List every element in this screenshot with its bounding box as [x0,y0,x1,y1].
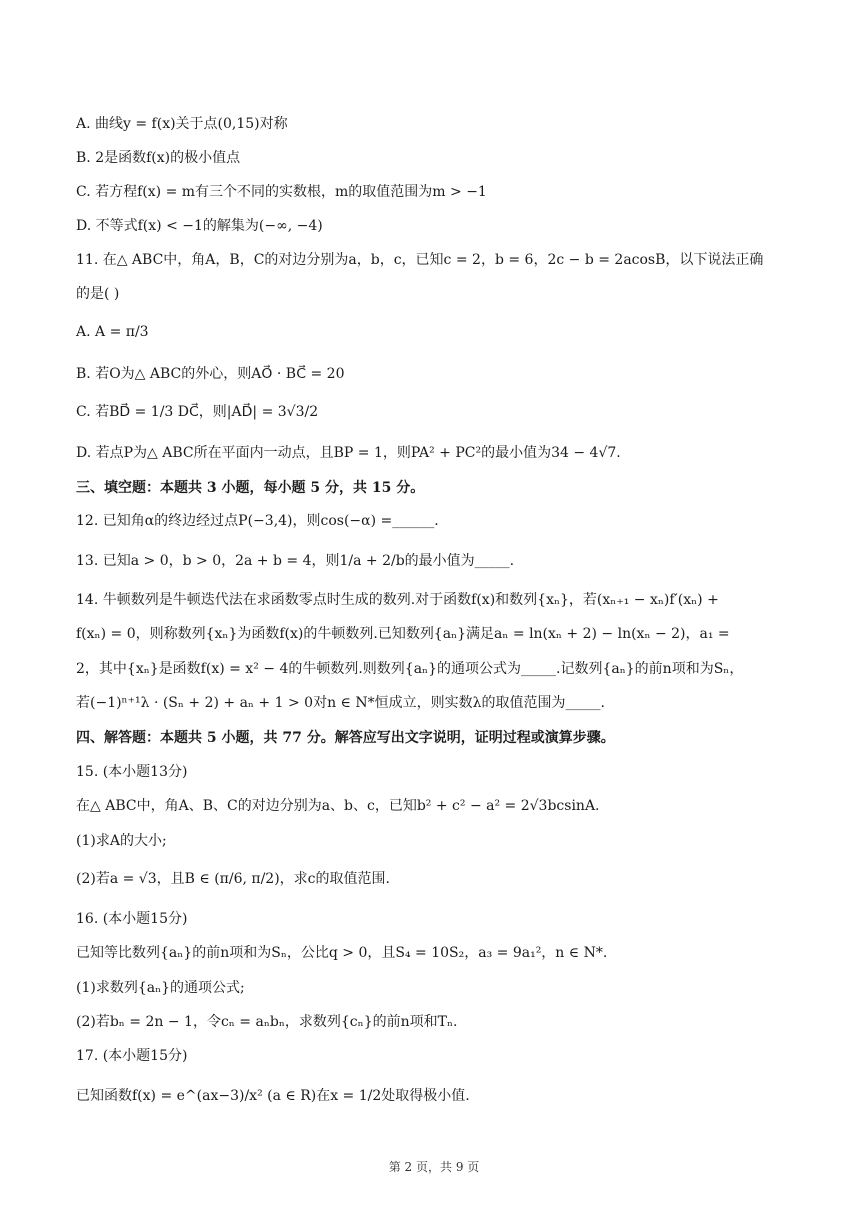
question-17-header: 17. (本小题15分) [76,1048,188,1064]
question-15-stem: 在△ ABC中，角A、B、C的对边分别为a、b、c，已知b² + c² − a² = 2√3bcsinA. [76,798,600,814]
option-11c: C. 若BD⃗ = 1/3 DC⃗，则|AD⃗| = 3√3/2 [76,404,319,420]
question-15-part-1: (1)求A的大小; [76,833,167,849]
question-15-part-2: (2)若a = √3，且B ∈ (π/6, π/2)，求c的取值范围. [76,871,390,887]
section-answer-heading: 四、解答题：本题共 5 小题，共 77 分。解答应写出文字说明，证明过程或演算步骤。 [76,730,615,746]
option-11a: A. A = π/3 [76,324,149,340]
question-17-stem: 已知函数f(x) = e^(ax−3)/x² (a ∈ R)在x = 1/2处取得极小值. [76,1088,470,1104]
section-fill-blank-heading: 三、填空题：本题共 3 小题，每小题 5 分，共 15 分。 [76,480,425,496]
option-10d: D. 不等式f(x) < −1的解集为(−∞, −4) [76,218,323,234]
option-10a: A. 曲线y = f(x)关于点(0,15)对称 [76,116,288,132]
question-12: 12. 已知角α的终边经过点P(−3,4)，则cos(−α) =______. [76,513,439,529]
question-16-part-2: (2)若bₙ = 2n − 1，令cₙ = aₙbₙ，求数列{cₙ}的前n项和Tₙ. [76,1014,458,1030]
question-16-header: 16. (本小题15分) [76,911,188,927]
option-10b: B. 2是函数f(x)的极小值点 [76,150,241,166]
option-10c: C. 若方程f(x) = m有三个不同的实数根，m的取值范围为m > −1 [76,184,487,200]
question-14-line-3: 2，其中{xₙ}是函数f(x) = x² − 4的牛顿数列.则数列{aₙ}的通项公式为_____.记数列{aₙ}的前n项和为Sₙ， [76,661,744,677]
question-14-line-2: f(xₙ) = 0，则称数列{xₙ}为函数f(x)的牛顿数列.已知数列{aₙ}满足aₙ = ln(xₙ + 2) − ln(xₙ − 2)，a₁ = [76,626,730,642]
question-14-line-4: 若(−1)ⁿ⁺¹λ · (Sₙ + 2) + aₙ + 1 > 0对n ∈ N*恒成立，则实数λ的取值范围为_____. [76,695,605,711]
question-15-header: 15. (本小题13分) [76,764,188,780]
option-11b: B. 若O为△ ABC的外心，则AO⃗ · BC⃗ = 20 [76,366,345,382]
question-16-stem: 已知等比数列{aₙ}的前n项和为Sₙ，公比q > 0，且S₄ = 10S₂，a₃ = 9a₁²，n ∈ N*. [76,945,608,961]
question-11-stem: 11. 在△ ABC中，角A，B，C的对边分别为a，b，c，已知c = 2，b = 6，2c − b = 2acosB，以下说法正确 [76,252,764,268]
question-14-line-1: 14. 牛顿数列是牛顿迭代法在求函数零点时生成的数列.对于函数f(x)和数列{xₙ}，若(xₙ₊₁ − xₙ)f′(xₙ) + [76,592,719,608]
question-13: 13. 已知a > 0，b > 0，2a + b = 4，则1/a + 2/b的最小值为_____. [76,553,515,569]
question-16-part-1: (1)求数列{aₙ}的通项公式; [76,980,245,996]
page-footer: 第 2 页，共 9 页 [388,1160,480,1174]
option-11d: D. 若点P为△ ABC所在平面内一动点，且BP = 1，则PA² + PC²的最小值为34 − 4√7. [76,445,621,461]
question-11-stem-cont: 的是( ) [76,286,120,302]
